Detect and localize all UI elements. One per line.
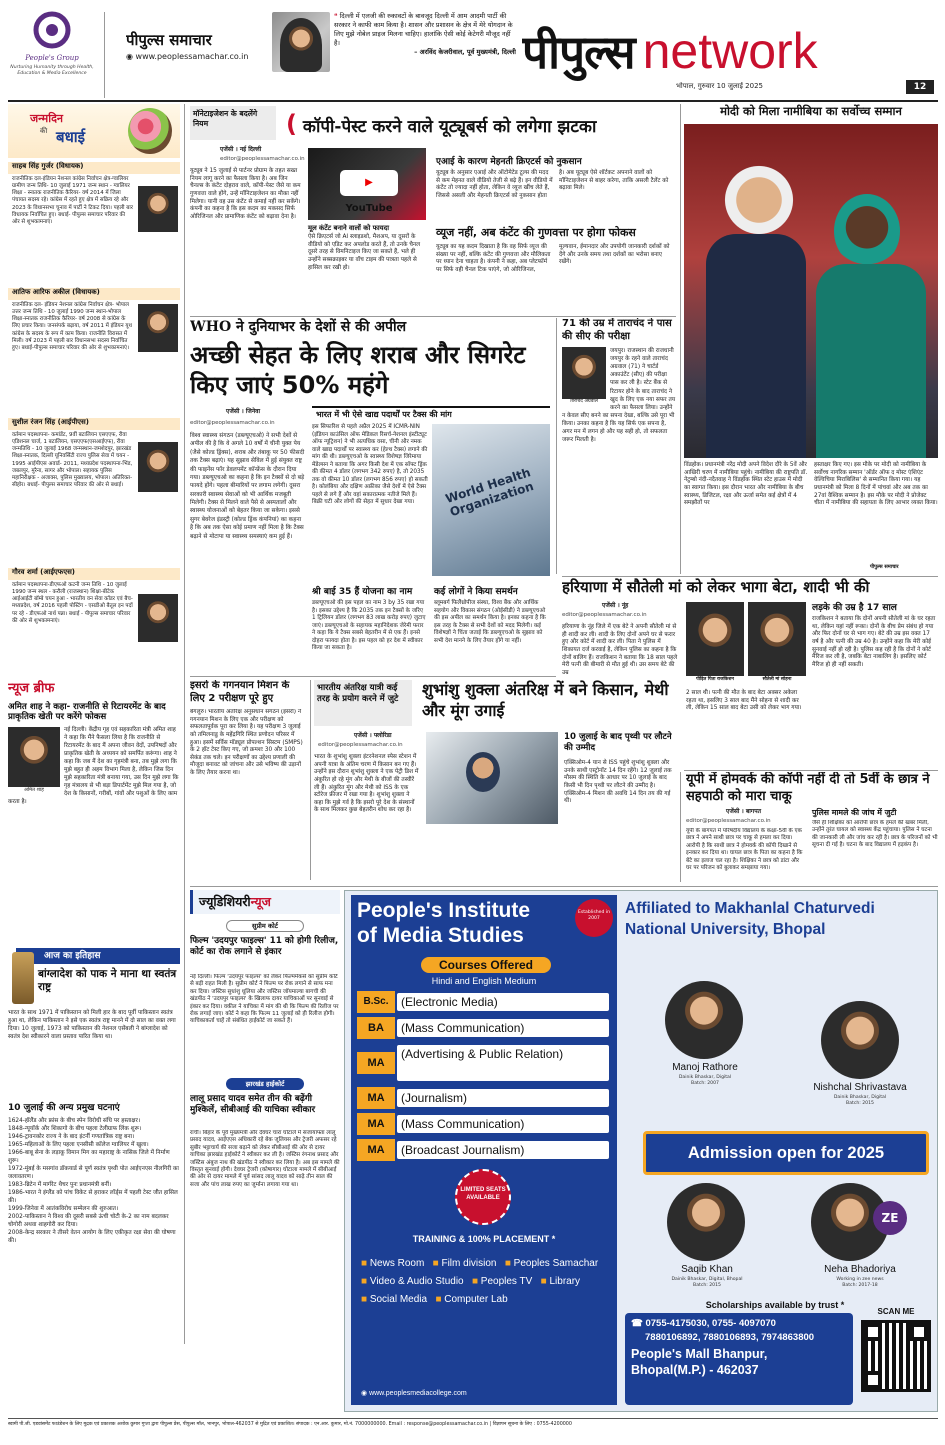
birthday-details: राजनीतिक दल-इंडियन नेशनल कांग्रेस निर्वाचन क्षेत्र-ग्वालियर ग्रामीण जन्म तिथि- 10 जुलाई 1971 जन्म स्थान - ग्वालियर शिक्षा - स्नातक राजनीतिक कैरियर- वर्ष 2014 में जिला पंचायत सदस्य रहे। कांग्रेस में रहते हुए क्षेत्र में सक्रिय रहे और 2023 के विधानसभा चुनाव में पार्टी ने टिकट दिया। पहली बार विधायक निर्वाचित हुए। बधाई- पीपुल्स समाचार परिवार की ओर से शुभकामनाएं।: [12, 176, 178, 284]
who-sub3: कई लोगों ने किया समर्थन: [434, 587, 518, 597]
alumni-card: [791, 1183, 929, 1303]
page-number: 12: [906, 80, 934, 94]
haryana-body1: हरियाणा के नूंह जिले में एक बेटे ने अपनी सौतेली मां से ही शादी कर ली। शादी के लिए दोनों अपने घर से फरार हुए और कोर्ट में शादी कर ली। पिता ने पुलिस में शिकायत दर्ज करवाई है, लेकिन पुलिस का कहना है कि दोनों बालिग हैं। राजकिशन ने बताया कि 18 साल पहले मेरी पत्नी की बीमारी से मौत हुई थी। उस समय बेटे की उम्र: [562, 624, 678, 676]
limited-seats-badge: LIMITED SEATS AVAILABLE: [455, 1169, 511, 1225]
photo-caption: ताराचंद अग्रवाल: [570, 399, 598, 404]
who-byline: एजेंसी । जिनेवा: [226, 408, 261, 415]
alumni-card: [645, 1183, 769, 1303]
astronaut-story: [314, 680, 676, 884]
birthday-title-top: जन्मदिन: [30, 112, 64, 125]
namibia-headline: मोदी को मिला नामीबिया का सर्वोच्च सम्मान: [720, 104, 902, 118]
haryana-side-head: लड़के की उम्र है 17 साल: [812, 603, 897, 613]
amit-shah-photo: [8, 727, 60, 787]
haryana-email[interactable]: editor@peoplessamachar.co.in: [562, 612, 647, 618]
photo-caption: पीड़ित पिता राजकिशन: [696, 677, 734, 682]
youtube-logo-icon: ▶ YouTube: [340, 170, 398, 196]
list-item: ■ Film division: [432, 1258, 497, 1269]
course-name: (Advertising & Public Relation): [397, 1045, 609, 1081]
youtube-kicker: मॉनेटाइजेशन के बदलेंगे नियम: [190, 106, 276, 140]
network-title-hindi: पीपुल्स: [522, 25, 635, 79]
course-name: (Mass Communication): [397, 1115, 609, 1133]
course-degree: MA: [357, 1052, 395, 1074]
courses-medium: Hindi and English Medium: [431, 976, 537, 986]
list-item: 1972-मुंबई के मसगांव डॉकयार्ड से पूर्ण स्वतंत्र पृथ्वी पोत आईएनएस नीलगिरी का जलावतरण।: [8, 1165, 179, 1180]
alumni-batch: Batch: 2015: [693, 1282, 721, 1288]
judiciary-section: [190, 890, 340, 1410]
courses-title: Courses Offered: [421, 957, 551, 973]
youtube-headline: ( कॉपी-पेस्ट करने वाले यूट्यूबर्स को लगेगा झटका: [286, 110, 597, 138]
up-sub: पुलिस मामले की जांच में जुटी: [812, 808, 897, 817]
flower-basket-icon: [128, 108, 172, 154]
who-email[interactable]: editor@peoplessamachar.co.in: [190, 420, 275, 426]
course-degree: BA: [357, 1017, 395, 1039]
list-item: 2008-केन्द्र सरकार ने तीसरे वेतन आयोग के लिए एकीकृत रक्षा सेवा की घोषणा की।: [8, 1229, 176, 1244]
astronaut-byline: एजेंसी । फ्लोरिडा: [354, 732, 392, 739]
alumni-batch: Batch: 2015: [846, 1100, 874, 1106]
up-body: यूपी के बागपत में परिषदीय विद्यालय के कक्षा-5वीं के एक छात्र ने अपने साथी छात्र पर चाकू से हमला कर दिया। आरोपी है कि साथी छात्र ने होमवर्क की कॉपी दिखाने से इनकार कर दिया था। घायल छात्र के पिता का कहना है कि बेटे का इलाज चल रहा है। शिक्षिका ने छात्र को डांटा और घर पर परिजन को बुलाकर समझाया गया।: [686, 828, 803, 871]
who-sub2-body: डब्ल्यूएचओ की इस पहल का नाम 3 by 35 रखा गया है। इसका उद्देश्य है कि 2035 तक इन टैक्सों के जरिए 1 ट्रिलियन डॉलर (लगभग 83 लाख करोड़ रुपए) जुटाए जाएं। डब्ल्यूएचओ के सहायक महानिदेशक जेरेमी फरार ने कहा कि ये टैक्स सबसे बेहतरीन में से एक हैं। इनसे दोहरा फायदा होता है। इस पहल को हर देश में स्वीकार किया जा सकता है।: [312, 600, 426, 652]
isro-story: [190, 680, 306, 884]
youtube-sub2-body: यूट्यूब के अनुसार एआई और ऑटोमेटेड टूल्स की मदद से कम मेहनत वाले वीडियो तेजी से बढ़े हैं। इन वीडियो में कंटेंट तो ज्यादा नहीं होता, लेकिन वे व्यूज खींच लेते हैं, जिससे असली और मेहनती क्रिएटर्स को नुकसान होता है। अब यूट्यूब ऐसे शॉर्टकट अपनाने वालों को मॉनिटाइजेशन से बाहर करेगा, ताकि असली टैलेंट को बढ़ावा मिले।: [436, 170, 669, 199]
astronaut-sub-body: एक्सिओम-4 यान से ISS पहुंचे शुभांशु शुक्ला और उनके साथी एस्ट्रोनॉट 14 दिन रहेंगे। 12 जुलाई तक मौसम की स्थिति के आधार पर 10 जुलाई के बाद किसी भी दिन पृथ्वी पर लौटने की उम्मीद है। एक्सिओम-4 मिशन की अवधि 14 दिन तय की गई थी।: [564, 760, 672, 805]
list-item: 2002-पाकिस्तान ने विश्व की दूसरी सबसे ऊंची चोटी के-2 का नाम बदलकर चोगोरी अथवा शाहगोरी कर दिया।: [8, 1213, 169, 1228]
birthday-title-sub: की: [40, 127, 48, 135]
birthday-photo: [138, 594, 178, 642]
list-item: 1983-ब्रिटेन में मार्गरेट थैचर पुनः प्रधानमंत्री बनीं।: [8, 1181, 112, 1188]
course-name: (Journalism): [397, 1089, 609, 1107]
established-badge: Established in 2007: [575, 899, 613, 937]
group-name: People's Group: [25, 54, 79, 62]
birthday-name: आतिफ आरिफ अकील (विधायक): [8, 288, 180, 300]
list-item: 1848-न्यूयॉर्क और शिकागो के बीच पहला टेलीग्राफ लिंक शुरू।: [8, 1125, 142, 1132]
scholarship-text: Scholarships available by trust *: [705, 1300, 845, 1310]
news-brief-body: अमित शाह नई दिल्ली। केंद्रीय गृह एवं सहकारिता मंत्री अमित शाह ने कहा कि मैंने फैसला लिया है कि राजनीति से रिटायरमेंट के बाद मैं अपना जीवन वेदों, उपनिषदों और प्राकृतिक खेती के अध्ययन को समर्पित करूंगा। शाह ने कहा कि जब मैं देश का गृहमंत्री बना, तब मुझे लगा कि मुझे बहुत ही अहम विभाग मिला है, लेकिन जिस दिन मुझे सहकारिता मंत्री बनाया गया, उस दिन मुझे लगा कि गृह मंत्रालय से भी बड़ा डिपार्टमेंट मुझे मिल गया है, जो देश के किसानों, गरीबों, गांवों और पशुओं के लिए काम करता है।: [8, 727, 179, 805]
haryana-headline: हरियाणा में सौतेली मां को लेकर भागा बेटा, शादी भी की: [562, 578, 870, 596]
up-email[interactable]: editor@peoplessamachar.co.in: [686, 818, 771, 824]
news-brief: [8, 680, 180, 942]
youtube-body: यूट्यूब ने 15 जुलाई से पार्टनर प्रोग्राम के तहत सख्त नियम लागू करने का फैसला किया है। अब जिन चैनल्स के कंटेंट दोहराव वाले, कॉपी-पेस्ट जैसे या कम गुणवत्ता वाले होंगे, उन्हें मॉनिटाइजेशन का मौका नहीं मिलेगा। यानी वह उस कंटेंट से कमाई नहीं कर सकेंगे। कंपनी का कहना है कि इस कदम का मकसद सिर्फ ओरिजिनल और प्रामाणिक कंटेंट को बढ़ावा देना है।: [190, 168, 301, 220]
zee-logo-icon: ZE: [873, 1201, 907, 1235]
network-title-latin: network: [642, 23, 818, 79]
list-item: 1986-भारत ने इंग्लैंड को पांच विकेट से हराकर लॉर्ड्स में पहली टेस्ट जीत हासिल की।: [8, 1189, 178, 1204]
contact-address: People's Mall Bhanpur, Bhopal(M.P.) - 462037: [631, 1346, 768, 1377]
alumni-role: Dainik Bhaskar, Digital: [678, 1074, 732, 1080]
facilities-list: [361, 1255, 611, 1327]
photo-caption: अमित शाह: [24, 787, 44, 794]
birthday-photo: [138, 186, 178, 232]
astronaut-email[interactable]: editor@peoplessamachar.co.in: [318, 742, 403, 748]
ad-left-panel: [351, 895, 617, 1405]
list-item: 1946-ट्रावनकोर राज्य ने के बाद इंटर्नी गणतांत्रिक राष्ट्र बना।: [8, 1133, 135, 1140]
list-item: ■ Peoples Samachar: [504, 1258, 599, 1269]
who-kicker: WHO ने दुनियाभर के देशों से की अपील: [190, 319, 407, 335]
birthday-photo: [138, 304, 178, 352]
alumni-role: Dainik Bhaskar, Digital: [833, 1094, 887, 1100]
photo-credit: पीपुल्स समाचार: [870, 564, 899, 570]
course-row: [357, 1017, 615, 1039]
youtube-image: [308, 148, 426, 220]
who-headline: अच्छी सेहत के लिए शराब और सिगरेट किए जाएं 50% महंगे: [190, 341, 526, 399]
qr-code-icon: [861, 1320, 931, 1392]
jharkhand-hc-label: झारखंड हाईकोर्ट: [226, 1078, 304, 1090]
imprint-footer: स्वामी पी.जी. एडवांसमेंट फाउंडेशन के लिए मुद्रक एवं प्रकाशक अशोक कुमार गुप्ता द्वारा पीपुल्स प्रेस, पीपुल्स मॉल, भानपुर, भोपाल-462037 से मुद्रित एवं प्रकाशित। संपादक : एन.आर. कुमार, मो.नं. 7000000000. Email : response@peoplessamachar.co.in | विज्ञापन सूचना के लिए : 0755-4200000: [8, 1418, 938, 1440]
youtube-story: [190, 104, 676, 314]
list-item: 1966-बाबू सेना के लड़ाकू विमान मिग का महाराष्ट्र के नासिक जिले में निर्माण शुरू।: [8, 1149, 170, 1164]
birthday-details: वर्तमान पदस्थापना-डीएफओ कटनी जन्म तिथि - 10 जुलाई 1990 जन्म स्थल - करौली (राजस्थान) शिक्षा-बीटेक आईआईटी बॉम्बे चयन हुआ - भारतीय वन सेवा कॉडर एवं बैच-मध्यप्रदेश, वर्ष 2016 पहली पोस्टिंग - एसडीओ बैतूल इन पदों पर रहे - डीएफओ नार्थ पन्ना। बधाई - पीपुल्स समाचार परिवार की ओर से शुभकामनाएं।: [12, 582, 178, 672]
course-row: [357, 1043, 615, 1083]
course-degree: MA: [357, 1087, 395, 1109]
brand-block: [126, 30, 256, 70]
history-body: भारत के साथ 1971 में पाकिस्तान को मिली हार के बाद पूर्वी पाकिस्तान स्वतंत्र हुआ था, लेकिन पाकिस्तान ने इसे एक स्वतंत्र राष्ट्र मानने में दो साल का वक्त लगा दिया। 10 जुलाई, 1973 को पाकिस्तान की नेशनल एसेंबली ने बांग्लादेश को स्वतंत्र देश स्वीकारने वाला प्रस्ताव पारित किया था।: [8, 1010, 176, 1040]
youtube-sub1-body: ऐसे क्रिएटर्स जो AI स्लाइडशो, मैशअप, या दूसरों के वीडियो को एडिट कर अपलोड करते हैं, तो उनके चैनल दूसरे तरह से विमनिटाइज किए जा सकते हैं, भले ही उन्होंने सब्सक्राइबर या वॉच टाइम की पात्रता पहले से हासिल कर रखी हो।: [308, 234, 421, 271]
who-sub2: श्री बाई 35 हैं योजना का नाम: [312, 587, 413, 597]
haryana-photos: [686, 602, 806, 686]
contact-mobiles[interactable]: 7880106892, 7880106893, 7974863800: [645, 1332, 815, 1344]
hc-headline: लालू प्रसाद यादव समेत तीन की बढ़ेंगी मुश्किलें, सीबीआई की याचिका स्वीकार: [190, 1094, 316, 1116]
who-image-text: World Health Organization: [443, 465, 536, 520]
history-section: [8, 948, 180, 1434]
globe-icon: ◉: [126, 52, 136, 62]
ad-website[interactable]: ◉ www.peoplesmediacollege.com: [361, 1390, 467, 1397]
group-logo: [8, 8, 96, 100]
youtube-sub3: व्यूज नहीं, अब कंटेंट की गुणवत्ता पर होगा फोकस: [436, 226, 636, 239]
news-brief-label: न्यूज ब्रीफ: [8, 681, 55, 696]
alumni-photo: [665, 981, 743, 1059]
youtube-byline: एजेंसी । नई दिल्ली: [220, 146, 262, 153]
list-item: ■ Library: [540, 1276, 581, 1287]
alumni-photo: [667, 1183, 745, 1261]
judiciary-label: ज्यूडिशियरीन्यूज: [190, 890, 340, 914]
hourglass-icon: [12, 952, 34, 1004]
course-row: [357, 1113, 615, 1135]
alumni-role: Dainik Bhaskar, Digital, Bhopal: [671, 1276, 743, 1282]
sc-headline: फिल्म 'उदयपुर फाइल्स' 11 को होगी रिलीज, कोर्ट का रोक लगाने से इंकार: [190, 936, 339, 958]
course-name: (Electronic Media): [397, 993, 609, 1011]
up-headline: यूपी में होमवर्क की कॉपी नहीं दी तो 5वीं के छात्र ने सहपाठी को मारा चाकू: [686, 772, 930, 804]
who-body: विश्व स्वास्थ्य संगठन (डब्ल्यूएचओ) ने सभी देशों से अपील की है कि वे अगले 10 वर्षों में चीनी युक्त पेय (जैसे कोल्ड ड्रिंक्स), शराब और तंबाकू पर 50 फीसदी तक टैक्स बढ़ाएं। यह सुझाव सेविल में हुई संयुक्त राष्ट्र की फाइनेंस फॉर डेवलपमेंट कॉन्फ्रेंस के दौरान दिया गया। डब्ल्यूएचओ का कहना है कि इन टैक्सों से दो बड़े फायदे होंगे। पहला बीमारियों पर लगाम लगेगी। दूसरा सरकारी स्वास्थ्य सेवाओं को भी आर्थिक मजबूती मिलेगी। टैक्स से मिलने वाले पैसे से अस्पतालों और स्वास्थ्य योजनाओं को बेहतर किया जा सकेगा। इससे सुगर बेवरेज इंडस्ट्री (कोल्ड ड्रिंक कंपनियां) का कहना है कि अब तक ऐसा कोई प्रमाण नहीं मिला है कि टैक्स बढ़ाने से मोटापा या स्वास्थ्य समस्याएं कम हुई हैं।: [190, 433, 305, 540]
up-byline: एजेंसी । बागपत: [726, 808, 762, 815]
quote-author: – अरविंद केजरीवाल, पूर्व मुख्यमंत्री, दिल्ली: [414, 47, 516, 56]
iss-photo: [426, 732, 558, 824]
course-degree: MA: [357, 1139, 395, 1161]
astronaut-kicker: भारतीय अंतरिक्ष यात्री कई तरह के प्रयोग करने में जुटे: [314, 680, 412, 726]
alumni-card: [645, 981, 765, 1101]
contact-phones[interactable]: ☎ 0755-4175030, 0755- 4097070: [631, 1318, 776, 1329]
haryana-body2: 2 साल थी। पत्नी की मौत के बाद बेटा अक्सर अकेला रहता था, इसलिए 3 साल बाद मैंने सोहना से शादी कर ली, लेकिन 15 साल बाद बेटा उसी को लेकर भाग गया।: [686, 690, 802, 712]
alumni-batch: Batch: 2017-18: [842, 1282, 878, 1288]
isro-body: बेंगलुरु। भारतीय अंतरिक्ष अनुसंधान संगठन (इसरो) ने गगनयान मिशन के लिए एक और परीक्षण को सफलतापूर्वक पूरा कर लिया है। यह परीक्षण 3 जुलाई को तमिलनाडु के महेंद्रगिरि स्थित प्रणोदन परिसर में हुआ। इसमें सर्विस मॉड्यूल प्रोपल्शन सिस्टम (SMPS) के 2 हॉट टेस्ट किए गए, जो क्रमशः 30 और 100 सेकंड तक चले। इन परीक्षणों का उद्देश्य प्रणाली की मौजूदा बनावट को जांचना और उसे भविष्य की उड़ानों के लिए तैयार करना था।: [190, 709, 303, 777]
phone-icon: ☎: [631, 1318, 646, 1329]
history-headline: बांग्लादेश को पाक ने माना था स्वतंत्र राष्ट्र: [38, 968, 177, 993]
quote-box: ❝ दिल्ली में एलजी की रुकावटों के बावजूद दिल्ली में आम आदमी पार्टी की सरकार ने काफी काम किया है। शासन और प्रशासन के क्षेत्र में मेरे योगदान के लिए मुझे नोबेल प्राइज मिलना चाहिए। हालांकि ऐसी कोई केटेगरी मौजूद नहीं है। – अरविंद केजरीवाल, पूर्व मुख्यमंत्री, दिल्ली: [334, 12, 516, 56]
photo-caption: सौतेली मां सोहना: [762, 677, 792, 682]
list-item: 1965-महिलाओं के लिए पहला एनसीसी कॉलेज ग्वालियर में खुला।: [8, 1141, 149, 1148]
media-institute-ad: [344, 890, 938, 1412]
youtube-sub2: एआई के कारण मेहनती क्रिएटर्स को नुकसान: [436, 157, 582, 167]
hc-body: रांची। बिहार के पूर्व मुख्यमंत्री और देवघर चारा घोटाले में सजायाफ्ता लालू प्रसाद यादव, आईएएस अधिकारी रहे बेक जूलियस और ट्रेजरी अफसर रहे सुबीर भट्टाचार्य की सजा बढ़ाने को लेकर सीबीआई की ओर से दायर याचिका झारखंड हाईकोर्ट ने स्वीकार कर ली है। जस्टिस रंगनाथ प्रसाद और जस्टिस अंबुज नाथ की खंडपीठ ने स्वीकार कर लिया है। अब इस मामले की विस्तृत सुनवाई होगी। देवघर ट्रेजरी (कोषागार) घोटाला मामले में सीबीआई की ओर से दायर मामले में पूर्व सांसद लालू यादव को साढ़े तीन साल की सजा और पांच लाख रुपए का जुर्माना लगाया गया था।: [190, 1130, 340, 1188]
list-item: ■ News Room: [361, 1258, 425, 1269]
admission-banner: Admission open for 2025: [643, 1131, 929, 1175]
globe-icon: ◉: [361, 1390, 370, 1397]
alumni-batch: Batch: 2007: [691, 1080, 719, 1086]
group-tagline: Nurturing Humanity through Health, Education & Media Excellence: [10, 65, 94, 77]
list-item: 1624-हॉलैंड और फ्रांस के बीच स्पेन विरोधी संधि पर हस्ताक्षर।: [8, 1118, 141, 1124]
course-row: [357, 1087, 615, 1109]
birthday-name: गौरव शर्मा (आईएफएस): [8, 568, 180, 580]
training-text: TRAINING & 100% PLACEMENT *: [412, 1234, 556, 1244]
list-item: ■ Computer Lab: [435, 1294, 508, 1305]
namibia-body1: विंडहोक। प्रधानमंत्री नरेंद्र मोदी अपने विदेश दौरे के 5वें और आखिरी चरण में नामीबिया पहुंचे। नामीबिया की राष्ट्रपति डॉ. नेटुम्बो नंदी-नदैतवाह ने विंडहोक स्थित स्टेट हाउस में मोदी का स्वागत किया। इस दौरान भारत और नामीबिया के बीच स्वास्थ्य, डिजिटल, रक्षा और ऊर्जा समेत कई क्षेत्रों में 4 समझौतों पर: [684, 462, 808, 507]
who-sub-body: इस सिफारिश से पहले अप्रैल 2025 में ICMR-NIN (इंडियन काउंसिल ऑफ मेडिकल रिसर्च-नेशनल इंस्टीट्यूट ऑफ न्यूट्रिशन) ने भी अत्यधिक वसा, चीनी और नमक वाले खाद्य पदार्थों पर स्वास्थ्य कर (हेल्थ टैक्स) लगाने की मांग की थी। डब्ल्यूएचओ के स्वास्थ्य विशेषज्ञ जिरेमाया मेंडेल्सन ने बताया कि अगर किसी देश में एक सॉफ्ट ड्रिंक की कीमत 4 डॉलर (लगभग 342 रुपए) है, तो 2035 तक वो कीमत 10 डॉलर (लगभग 856 रुपए) हो सकती है। कोलंबिया और दक्षिण अफ्रीका जैसे देशों में ऐसे टैक्स पहले से लगे हैं और वहां सकारात्मक नतीजे मिले हैं। बिक्री घटी और लोगों की सेहत में सुधार देखा गया।: [312, 424, 428, 506]
events-title: 10 जुलाई की अन्य प्रमुख घटनाएं: [8, 1103, 120, 1113]
alumni-role: Working in zee news: [836, 1276, 884, 1282]
ad-title: People's Institute of Media Studies: [357, 899, 531, 947]
alumni-name: Nishchal Shrivastava: [813, 1082, 907, 1093]
people-group-logo-icon: [32, 10, 72, 50]
history-label: आज का इतिहास: [16, 948, 180, 964]
father-photo: [686, 602, 744, 676]
youtube-email[interactable]: editor@peoplessamachar.co.in: [220, 156, 305, 162]
list-item: ■ Peoples TV: [471, 1276, 533, 1287]
birthday-details: राजनीतिक दल- इंडियन नेशनल कांग्रेस निर्वाचन क्षेत्र- भोपाल उत्तर जन्म तिथि - 10 जुलाई 1990 जन्म स्थान-भोपाल शिक्षा-स्नातक राजनीतिक कैरियर- वर्ष 2008 से कांग्रेस के लिए प्रचार किया। जनसंपर्क बढ़ाया, वर्ष 2011 में इंडियन यूथ कांग्रेस के सदस्य के रूप में काम किया। राजनीति विरासत में मिली। वर्ष 2023 में पहली बार विधानसभा सदस्य निर्वाचित हुए। बधाई-पीपुल्स समाचार परिवार की ओर से शुभकामनाएं।: [12, 302, 178, 414]
up-story: [686, 772, 938, 884]
course-row: [357, 1139, 615, 1161]
namibia-body2: हस्ताक्षर किए गए। इस मौके पर मोदी को नामीबिया के सर्वोच्च नागरिक सम्मान 'ऑर्डर ऑफ द मोस्ट एंशिएंट वेल्विचिया मिराबिलिस' से सम्मानित किया गया। यह प्रधानमंत्री को मिला 8 दिनों में पांचवां और अब तक का 27वां वैश्विक सम्मान है। इस मौके पर मोदी ने प्रोजेक्ट चीता में नामीबिया की सहायता के लिए आभार व्यक्त किया।: [814, 462, 938, 507]
course-row: [357, 991, 615, 1013]
who-sub: भारत में भी ऐसे खाद्य पदार्थों पर टैक्स की मांग: [312, 406, 550, 420]
course-name: (Mass Communication): [397, 1019, 609, 1037]
birthday-details: वर्तमान पदस्थापना- कमांडेंट, 9वीं बटालियन एसएएफ, रीवा एडिशनल चार्ज, 1 बटालियन, एसएएफ(एसआईएफ), रीवा जन्मतिथि - 10 जुलाई 1968 जन्मस्थान-जमशेदपुर, झारखंड शिक्षा-स्नातक, दिल्ली यूनिवर्सिटी राज्य पुलिस सेवा में चयन - 1995 आईपीएस अवार्ड- 2011, मध्यप्रदेश पदस्थापना-भिंड, जबलपुर, मुरैना, सागर और भोपाल। सहायक पुलिस महानिरीक्षक - अजाक्स, पुलिस मुख्यालय, भोपाल। अतिरिक्त-सीहोर। बधाई- पीपुल्स समाचार परिवार की ओर से बधाई।: [12, 432, 178, 564]
alumni-name: Manoj Rathore: [672, 1062, 738, 1073]
youtube-sub1: मूल कंटेंट बनाने वालों को फायदा: [308, 224, 389, 232]
tarachand-headline: 71 की उम्र में ताराचंद ने पास की सीए की परीक्षा: [562, 318, 672, 342]
tarachand-photo: [562, 347, 606, 399]
namibia-story: [684, 104, 938, 574]
isro-headline: इसरो के गगनयान मिशन के लिए 2 परीक्षण पूरे हुए: [190, 680, 290, 704]
qr-block[interactable]: [859, 1307, 933, 1405]
sc-body: नई दिल्ली। फिल्म 'उदयपुर फाइल्स' को लेकर फिल्ममेकर्स को सुप्रीम कोर्ट से बड़ी राहत मिली है। सुप्रीम कोर्ट ने फिल्म पर रोक लगाने से साफ मना कर दिया। जस्टिस सुधांशु धूलिया और जस्टिस जॉयमाल्या बागची की खंडपीठ ने 'उदयपुर फाइल्स' के खिलाफ दायर याचिकाओं पर सुनवाई से इंकार कर दिया। वकील ने याचिका में मांग की थी कि फिल्म की रिलीज पर रोक लगाई जाए। कोर्ट ने कहा कि फिल्म 11 जुलाई को ही रिलीज होगी। याचिकाकर्ता चाहें तो संबंधित हाईकोर्ट जा सकते हैं।: [190, 974, 339, 1025]
list-item: 1999-जिनेवा में आतंकविरोध सम्मेलन की शुरुआत।: [8, 1205, 119, 1212]
dateline: भोपाल, गुरुवार 10 जुलाई 2025: [676, 82, 764, 90]
course-name: (Broadcast Journalism): [397, 1141, 609, 1159]
network-title: [522, 20, 940, 82]
astronaut-sub: 10 जुलाई के बाद पृथ्वी पर लौटने की उम्मीद: [564, 732, 672, 753]
quote-icon: ❝: [334, 12, 340, 20]
alumni-name: Neha Bhadoriya: [824, 1264, 896, 1275]
tarachand-body: ताराचंद अग्रवाल जयपुर। राजस्थान की राजधानी जयपुर के रहने वाले ताराचंद अग्रवाल (71) ने चार्टर्ड अकाउंटेंट (सीए) की परीक्षा पास कर ली है। स्टेट बैंक से रिटायर होने के बाद ताराचंद ने खुद के लिए एक नया सफर तय करने का फैसला लिया। उन्होंने न केवल सीए बनने का सपना देखा, बल्कि उसे पूरा भी किया। उनका कहना है कि यह सिर्फ एक सपना है, अगर मन में लगन हो और यह सही हो, तो सफलता जरूर मिलती है।: [562, 348, 676, 444]
news-brief-headline: अमित शाह ने कहा- राजनीति से रिटायरमेंट के बाद प्राकृतिक खेती पर करेंगे फोकस: [8, 701, 166, 723]
stepmother-photo: [748, 602, 806, 676]
birthday-name: सुशील रंजन सिंह (आईपीएस): [8, 418, 180, 430]
kejriwal-photo: [272, 12, 330, 72]
alumni-name: Saqib Khan: [681, 1264, 733, 1275]
brand-title: पीपुल्स समाचार: [126, 31, 212, 49]
brand-website[interactable]: ◉ www.peoplessamachar.co.in: [126, 52, 249, 62]
alumni-photo: [821, 1001, 899, 1079]
tarachand-story: [562, 318, 676, 574]
list-item: ■ Social Media: [361, 1294, 428, 1305]
scan-me-label: SCAN ME: [877, 1307, 915, 1316]
course-degree: B.Sc.: [357, 991, 395, 1013]
who-sub3-body: ब्लूमबर्ग फिलैंथ्रोपीज संस्था, विश्व बैंक और आर्थिक सहयोग और विकास संगठन (ओईसीडी) ने डब्ल्यूएचओ की इस अपील का समर्थन किया है। इनका कहना है कि इस तरह के टैक्स से सभी देशों को मदद मिलेगी। कई विशेषज्ञों ने चिंता जताई कि डब्ल्यूएचओ के सुझाव को सभी देश मानने के लिए तैयार होंगे या नहीं।: [434, 600, 546, 644]
astronaut-headline: शुभांशु शुक्ला अंतरिक्ष में बने किसान, मेथी और मूंग उगाई: [422, 680, 669, 720]
events-list: [8, 1118, 180, 1432]
supreme-court-label: सुप्रीम कोर्ट: [226, 920, 304, 932]
birthday-photo: [138, 442, 178, 492]
namibia-photo: [684, 124, 938, 458]
birthday-banner: [8, 104, 180, 158]
who-image: [432, 424, 550, 576]
course-degree: MA: [357, 1113, 395, 1135]
birthday-column: [8, 104, 180, 674]
haryana-side-body: राजकिशन ने बताया कि दोनों अपनी सौतेली मां के घर रहता था, लेकिन यहां नहीं रूका। दोनों के बीच प्रेम संबंध हो गया और फिर दोनों घर से भाग गए। बेटे की उम्र इस वक्त 17 वर्ष है और पत्नी की उम्र 40 है। उन्होंने कहा कि मेरी कोई सुनवाई नहीं हो रही है। पुलिस कह रही है कि दोनों ने कोर्ट मैरिज कर ली है, जबकि बेटा नाबालिग है। इसलिए कोर्ट मैरिज हो ही नहीं सकती।: [812, 616, 936, 668]
birthday-name: साहब सिंह गुर्जर (विधायक): [8, 162, 180, 174]
list-item: ■ Video & Audio Studio: [361, 1276, 464, 1287]
alumni-card: [793, 1001, 927, 1121]
ad-affiliation: Affiliated to Makhanlal Chaturvedi National University, Bhopal: [625, 900, 875, 938]
haryana-byline: एजेंसी । नूंह: [602, 602, 629, 609]
contact-box: [625, 1313, 853, 1405]
astronaut-body: भारत के शुभांशु शुक्ला इंटरनेशनल स्पेस स्टेशन में अपनी यात्रा के अंतिम चरण में किसान बन गए हैं। उन्होंने इस दौरान शुभांशु शुक्ला ने एक पेट्री डिश में अंकुरित हो रहे मूंग और मेथी के बीजों की तस्वीरें ली हैं। अंकुरित मूंग और मेथी को ISS के एक स्टोरेज फ्रीजर में रखा गया है। शुभांशु शुक्ला ने कहा कि मुझे गर्व है कि इसरो पूरे देश के संस्थानों के साथ मिलकर कुछ बेहतरीन शोध कर रहा है।: [314, 754, 419, 814]
birthday-title-main: बधाई: [56, 128, 86, 146]
youtube-sub3-body: यूट्यूब का यह कदम दिखाता है कि वह सिर्फ व्यूज की संख्या पर नहीं, बल्कि कंटेंट की गुणवत्ता और मौलिकता पर ध्यान देना चाहता है। कंपनी ने कहा, अब प्लेटफॉर्म पर सिर्फ वही चैनल टिक पाएंगे, जो ओरिजिनल, मूल्यवान, ईमानदार और उपयोगी जानकारी दर्शकों को देंगे और उनके समय तथा दर्शकों का भरोसा बनाए रखेंगे।: [436, 244, 670, 273]
up-sub-body: जैसे ही शिक्षिका को आरोपी छात्र के हमले की खबर मिली, उन्होंने तुरंत घायल को स्वास्थ्य केंद्र पहुंचाया। पुलिस ने घटना की जानकारी ली और जांच कर रही है। छात्र के परिजनों को भी सूचना दी गई है। घटना के बाद विद्यालय में हड़कंप है।: [812, 820, 938, 849]
